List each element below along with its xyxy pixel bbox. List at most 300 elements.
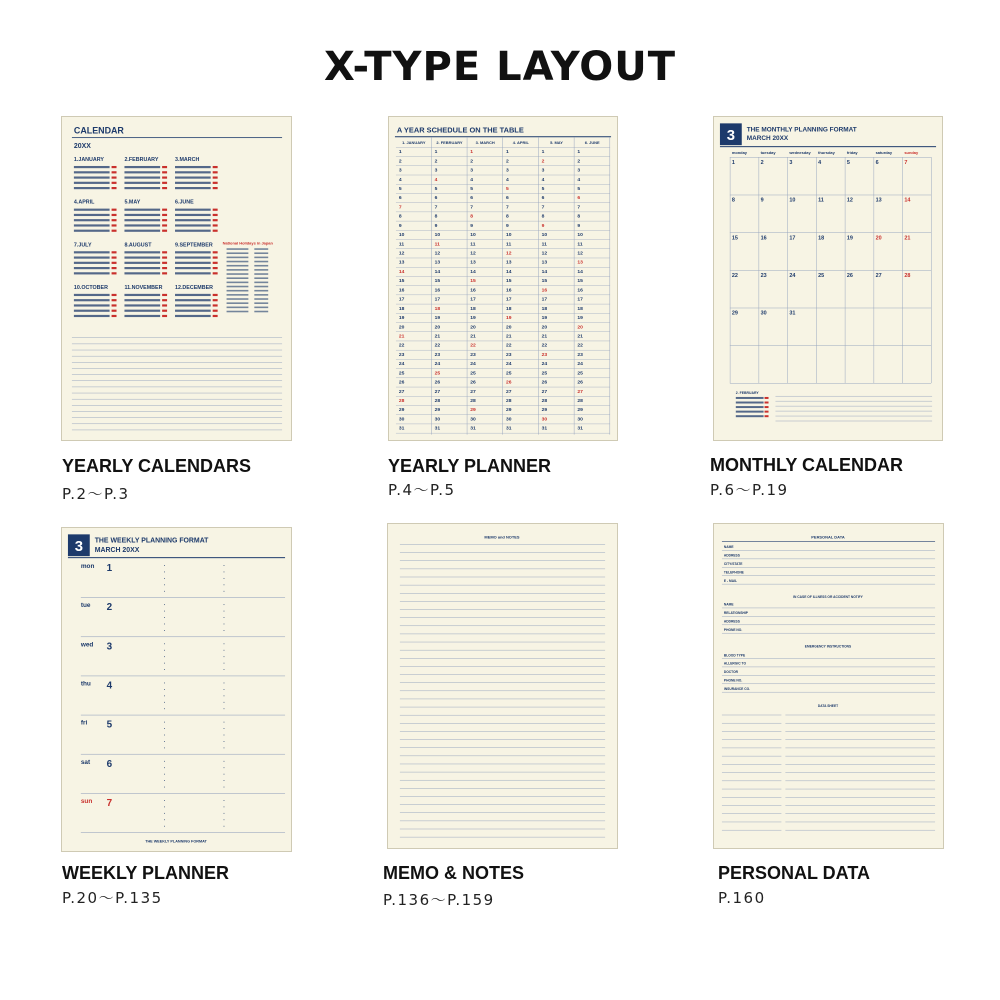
memo-notes-illustration — [388, 524, 617, 848]
dot-guide — [164, 826, 165, 827]
day-number: 1 — [470, 150, 474, 156]
day-number: 1 — [398, 150, 402, 156]
weekly-planner-illustration — [62, 528, 291, 851]
day-number: 9 — [577, 223, 581, 229]
mini-sunday — [765, 402, 769, 404]
weekday-number: 4 — [106, 680, 113, 692]
day-number: 12 — [541, 251, 548, 257]
date-row-mark — [74, 187, 110, 189]
mini-date-row — [736, 415, 764, 417]
month-title: 1.JANUARY — [73, 157, 104, 164]
weekday-header: sunday — [904, 150, 919, 156]
calendar-day: 27 — [875, 273, 882, 280]
sunday-mark — [162, 230, 167, 232]
personal-data-pages: P.160 — [718, 889, 766, 907]
weekly-subheading: MARCH 20XX — [94, 547, 140, 555]
day-number: 19 — [541, 316, 548, 322]
dot-guide — [224, 650, 225, 651]
holiday-date-mark — [254, 294, 268, 296]
calendar-day: 11 — [818, 197, 824, 204]
day-number: 17 — [470, 297, 476, 303]
sunday-mark — [112, 294, 117, 296]
sunday-mark — [162, 187, 167, 189]
date-row-mark — [124, 182, 160, 184]
date-row-mark — [124, 294, 160, 296]
day-number: 18 — [470, 306, 476, 312]
holiday-date-mark — [254, 269, 268, 271]
calendar-day: 8 — [731, 197, 735, 204]
dot-guide — [224, 813, 225, 814]
dot-guide — [164, 695, 165, 696]
monthly-calendar-illustration — [714, 117, 942, 440]
date-row-mark — [175, 224, 211, 226]
day-number: 7 — [577, 205, 581, 211]
calendar-heading: CALENDAR — [73, 125, 124, 136]
day-number: 6 — [434, 196, 438, 202]
day-number: 22 — [505, 343, 512, 349]
planner-heading: A YEAR SCHEDULE ON THE TABLE — [396, 125, 524, 135]
day-number: 3 — [434, 168, 438, 174]
dot-guide — [164, 728, 165, 729]
calendar-day: 13 — [875, 197, 882, 204]
dot-guide — [224, 806, 225, 807]
day-number: 29 — [577, 408, 583, 414]
sunday-mark — [112, 176, 117, 178]
personal-data-thumbnail[interactable] — [713, 523, 944, 849]
day-number: 30 — [541, 417, 548, 423]
day-number: 15 — [541, 279, 548, 285]
sunday-mark — [213, 294, 218, 296]
emergency-heading: IN CASE OF ILLNESS OR ACCIDENT NOTIFY — [793, 594, 863, 599]
day-number: 24 — [541, 362, 548, 368]
day-number: 18 — [577, 306, 583, 312]
day-number: 26 — [505, 380, 512, 386]
date-row-mark — [175, 219, 211, 221]
dot-guide — [164, 663, 165, 664]
day-number: 6 — [470, 196, 474, 202]
sunday-mark — [162, 214, 167, 216]
day-number: 7 — [434, 205, 438, 211]
month-title: 11.NOVEMBER — [124, 284, 163, 291]
day-number: 7 — [505, 205, 509, 211]
sunday-mark — [112, 219, 117, 221]
date-row-mark — [74, 310, 110, 312]
sunday-mark — [162, 294, 167, 296]
day-divider — [81, 597, 285, 598]
weekday-number: 2 — [106, 602, 113, 614]
dot-guide — [224, 624, 225, 625]
date-row-mark — [124, 251, 160, 253]
mini-sunday — [765, 415, 769, 417]
dot-guide — [164, 683, 165, 684]
day-number: 13 — [541, 260, 548, 266]
weekday-number: 6 — [106, 758, 113, 770]
day-number: 19 — [470, 316, 476, 322]
day-number: 14 — [398, 269, 405, 275]
weekday-header: saturday — [875, 150, 893, 156]
weekday-name: wed — [80, 641, 94, 649]
calendar-day: 9 — [760, 197, 764, 204]
dot-guide — [224, 604, 225, 605]
day-number: 2 — [434, 159, 438, 165]
yearly-calendars-label: YEARLY CALENDARS — [62, 456, 252, 476]
sunday-mark — [162, 299, 167, 301]
calendar-day: 18 — [818, 235, 825, 242]
holiday-date-mark — [254, 302, 268, 304]
day-number: 31 — [470, 426, 476, 432]
day-number: 28 — [541, 399, 548, 405]
day-number: 31 — [541, 426, 548, 432]
day-number: 5 — [470, 186, 474, 192]
day-number: 10 — [505, 233, 512, 239]
sunday-mark — [213, 219, 218, 221]
weekday-header: wednesday — [789, 150, 811, 156]
memo-notes-pages: P.136～P.159 — [383, 891, 495, 909]
calendar-day: 23 — [760, 273, 767, 280]
day-number: 11 — [434, 242, 440, 248]
day-number: 21 — [470, 334, 476, 340]
day-number: 10 — [577, 233, 583, 239]
dot-guide — [164, 630, 165, 631]
dot-guide — [164, 669, 165, 670]
day-number: 25 — [505, 371, 512, 377]
sunday-mark — [112, 256, 117, 258]
memo-notes-label: MEMO & NOTES — [383, 863, 525, 883]
day-number: 2 — [398, 159, 402, 165]
date-row-mark — [124, 315, 160, 317]
holiday-mark — [227, 277, 249, 279]
date-row-mark — [124, 262, 160, 264]
calendar-day: 31 — [789, 310, 796, 317]
day-number: 2 — [505, 159, 509, 165]
date-row-mark — [74, 294, 110, 296]
dot-guide — [224, 584, 225, 585]
dot-guide — [224, 669, 225, 670]
day-number: 12 — [434, 251, 441, 257]
field-label: BLOOD TYPE — [723, 653, 746, 658]
day-number: 6 — [577, 196, 581, 202]
day-number: 17 — [398, 297, 405, 303]
day-number: 24 — [398, 362, 405, 368]
field-label: CITY/STATE — [723, 562, 743, 567]
day-number: 5 — [505, 186, 509, 192]
day-number: 6 — [398, 196, 402, 202]
day-number: 4 — [398, 177, 402, 183]
day-number: 15 — [434, 279, 441, 285]
month-title: 12.DECEMBER — [175, 284, 214, 291]
day-number: 3 — [505, 168, 509, 174]
day-number: 23 — [470, 352, 476, 358]
date-row-mark — [124, 166, 160, 168]
day-number: 22 — [541, 343, 548, 349]
monthly-calendar-thumbnail[interactable] — [713, 116, 943, 441]
date-row-mark — [175, 171, 211, 173]
calendar-day: 4 — [818, 160, 822, 167]
sunday-mark — [112, 304, 117, 306]
day-number: 8 — [470, 214, 474, 220]
day-number: 25 — [434, 371, 441, 377]
sunday-mark — [162, 310, 167, 312]
dot-guide — [224, 702, 225, 703]
date-row-mark — [74, 267, 110, 269]
sunday-mark — [213, 230, 218, 232]
dot-guide — [164, 604, 165, 605]
holiday-mark — [227, 311, 249, 313]
day-number: 4 — [541, 177, 545, 183]
day-number: 21 — [541, 334, 548, 340]
monthly-heading: THE MONTHLY PLANNING FORMAT — [746, 126, 857, 134]
day-number: 9 — [398, 223, 402, 229]
sunday-mark — [162, 256, 167, 258]
page-title: X-TYPE LAYOUT — [323, 44, 677, 90]
dot-guide — [224, 611, 225, 612]
dot-guide — [224, 630, 225, 631]
dot-guide — [164, 643, 165, 644]
yearly-planner-thumbnail[interactable] — [388, 116, 618, 441]
day-number: 22 — [577, 343, 583, 349]
day-number: 4 — [470, 177, 474, 183]
memo-notes-thumbnail[interactable] — [387, 523, 618, 849]
holiday-date-mark — [254, 290, 268, 292]
day-divider — [81, 715, 285, 716]
date-row-mark — [74, 176, 110, 178]
month-number: 3 — [726, 128, 735, 145]
dot-guide — [224, 819, 225, 820]
sunday-mark — [162, 315, 167, 317]
dot-guide — [224, 617, 225, 618]
day-number: 18 — [434, 306, 441, 312]
mini-date-row — [736, 411, 764, 413]
dot-guide — [224, 683, 225, 684]
calendar-day: 5 — [846, 160, 850, 167]
day-number: 7 — [398, 205, 402, 211]
date-row-mark — [175, 262, 211, 264]
sunday-mark — [112, 187, 117, 189]
day-number: 24 — [434, 362, 441, 368]
day-number: 21 — [434, 334, 441, 340]
month-title: 8.AUGUST — [124, 242, 152, 249]
day-number: 12 — [398, 251, 405, 257]
date-row-mark — [175, 310, 211, 312]
day-number: 21 — [398, 334, 405, 340]
dot-guide — [224, 689, 225, 690]
day-number: 7 — [541, 205, 545, 211]
day-number: 1 — [541, 150, 545, 156]
date-row-mark — [74, 315, 110, 317]
dot-guide — [164, 800, 165, 801]
date-row-mark — [124, 187, 160, 189]
day-number: 26 — [434, 380, 441, 386]
sunday-mark — [112, 267, 117, 269]
field-label: TELEPHONE — [723, 570, 744, 575]
mini-month-title: 2. FEBRUARY — [735, 390, 759, 395]
yearly-calendars-thumbnail[interactable] — [61, 116, 292, 441]
mini-date-row — [736, 406, 764, 408]
day-number: 21 — [505, 334, 512, 340]
sunday-mark — [162, 304, 167, 306]
sunday-mark — [112, 224, 117, 226]
holiday-mark — [227, 282, 249, 284]
date-row-mark — [124, 219, 160, 221]
day-number: 30 — [505, 417, 512, 423]
date-row-mark — [74, 262, 110, 264]
data-sheet-heading: DATA SHEET — [817, 703, 839, 708]
day-number: 29 — [505, 408, 512, 414]
dot-guide — [164, 819, 165, 820]
holiday-mark — [227, 286, 249, 288]
day-number: 28 — [577, 399, 583, 405]
day-number: 27 — [470, 389, 476, 395]
day-number: 27 — [541, 389, 548, 395]
personal-data-illustration — [714, 524, 943, 848]
day-number: 20 — [470, 325, 476, 331]
day-number: 31 — [577, 426, 583, 432]
weekly-planner-thumbnail[interactable] — [61, 527, 292, 852]
sunday-mark — [213, 182, 218, 184]
weekday-name: tue — [80, 602, 91, 610]
day-number: 20 — [577, 325, 583, 331]
date-row-mark — [74, 304, 110, 306]
day-number: 26 — [577, 380, 583, 386]
weekly-heading: THE WEEKLY PLANNING FORMAT — [94, 537, 209, 545]
date-row-mark — [175, 272, 211, 274]
date-row-mark — [74, 214, 110, 216]
day-number: 26 — [398, 380, 405, 386]
date-row-mark — [175, 230, 211, 232]
day-number: 24 — [505, 362, 512, 368]
holiday-mark — [227, 294, 249, 296]
day-number: 25 — [577, 371, 583, 377]
field-label: NAME — [723, 545, 734, 550]
sunday-mark — [162, 219, 167, 221]
weekly-planner-pages: P.20～P.135 — [62, 889, 163, 907]
dot-guide — [224, 722, 225, 723]
day-number: 11 — [398, 242, 405, 248]
holiday-mark — [227, 261, 249, 263]
weekday-name: sun — [80, 798, 93, 806]
planner-month-header: 1. JANUARY — [402, 140, 426, 146]
calendar-day: 30 — [760, 310, 767, 317]
day-number: 23 — [541, 352, 548, 358]
day-number: 30 — [470, 417, 476, 423]
dot-guide — [224, 578, 225, 579]
field-label: DOCTOR — [723, 670, 739, 675]
sunday-mark — [112, 299, 117, 301]
day-number: 3 — [541, 168, 545, 174]
dot-guide — [224, 747, 225, 748]
day-number: 27 — [434, 389, 441, 395]
date-row-mark — [74, 209, 110, 211]
mini-sunday — [765, 411, 769, 413]
day-number: 28 — [398, 399, 405, 405]
sunday-mark — [213, 187, 218, 189]
sunday-mark — [162, 267, 167, 269]
weekday-header: thursday — [818, 150, 835, 156]
day-number: 5 — [577, 186, 581, 192]
planner-month-header: 6. JUNE — [584, 140, 600, 146]
dot-guide — [224, 591, 225, 592]
weekly-planner-label: WEEKLY PLANNER — [62, 863, 230, 883]
day-number: 19 — [577, 316, 583, 322]
sunday-mark — [213, 262, 218, 264]
holiday-date-mark — [254, 307, 268, 309]
holidays-title: National Holidays in Japan — [222, 240, 273, 246]
holiday-date-mark — [254, 252, 268, 254]
sunday-mark — [112, 262, 117, 264]
sunday-mark — [112, 272, 117, 274]
sunday-mark — [162, 171, 167, 173]
holiday-mark — [227, 273, 249, 275]
date-row-mark — [175, 251, 211, 253]
day-number: 9 — [541, 223, 545, 229]
calendar-day: 6 — [875, 160, 879, 167]
sunday-mark — [112, 209, 117, 211]
day-number: 28 — [434, 399, 441, 405]
planner-month-header: 4. APRIL — [512, 140, 529, 146]
date-row-mark — [124, 224, 160, 226]
dot-guide — [164, 774, 165, 775]
date-row-mark — [74, 166, 110, 168]
day-number: 16 — [470, 288, 476, 294]
date-row-mark — [175, 187, 211, 189]
sunday-mark — [162, 166, 167, 168]
sunday-mark — [112, 171, 117, 173]
dot-guide — [164, 708, 165, 709]
dot-guide — [164, 656, 165, 657]
date-row-mark — [124, 299, 160, 301]
holiday-mark — [227, 269, 249, 271]
dot-guide — [224, 767, 225, 768]
date-row-mark — [124, 176, 160, 178]
day-number: 10 — [470, 233, 476, 239]
dot-guide — [164, 702, 165, 703]
sunday-mark — [162, 251, 167, 253]
month-title: 9.SEPTEMBER — [175, 242, 213, 249]
date-row-mark — [175, 299, 211, 301]
day-number: 15 — [577, 279, 583, 285]
date-row-mark — [175, 256, 211, 258]
sunday-mark — [112, 230, 117, 232]
calendar-day: 14 — [904, 197, 911, 204]
date-row-mark — [175, 315, 211, 317]
yearly-planner-illustration — [389, 117, 617, 440]
dot-guide — [164, 741, 165, 742]
sunday-mark — [162, 182, 167, 184]
date-row-mark — [175, 294, 211, 296]
dot-guide — [224, 761, 225, 762]
date-row-mark — [74, 272, 110, 274]
day-number: 25 — [470, 371, 476, 377]
date-row-mark — [124, 310, 160, 312]
holiday-date-mark — [254, 311, 268, 313]
holiday-mark — [227, 290, 249, 292]
dot-guide — [164, 747, 165, 748]
dot-guide — [164, 578, 165, 579]
calendar-day: 17 — [789, 235, 796, 242]
day-number: 20 — [505, 325, 512, 331]
day-number: 16 — [577, 288, 583, 294]
month-title: 10.OCTOBER — [73, 284, 108, 291]
dot-guide — [164, 722, 165, 723]
date-row-mark — [175, 304, 211, 306]
field-label: ADDRESS — [723, 619, 740, 624]
field-label: RELATIONSHIP — [723, 611, 748, 616]
day-number: 13 — [470, 260, 476, 266]
sunday-mark — [162, 272, 167, 274]
month-title: 5.MAY — [124, 199, 141, 206]
day-number: 6 — [541, 196, 545, 202]
mini-sunday — [765, 406, 769, 408]
